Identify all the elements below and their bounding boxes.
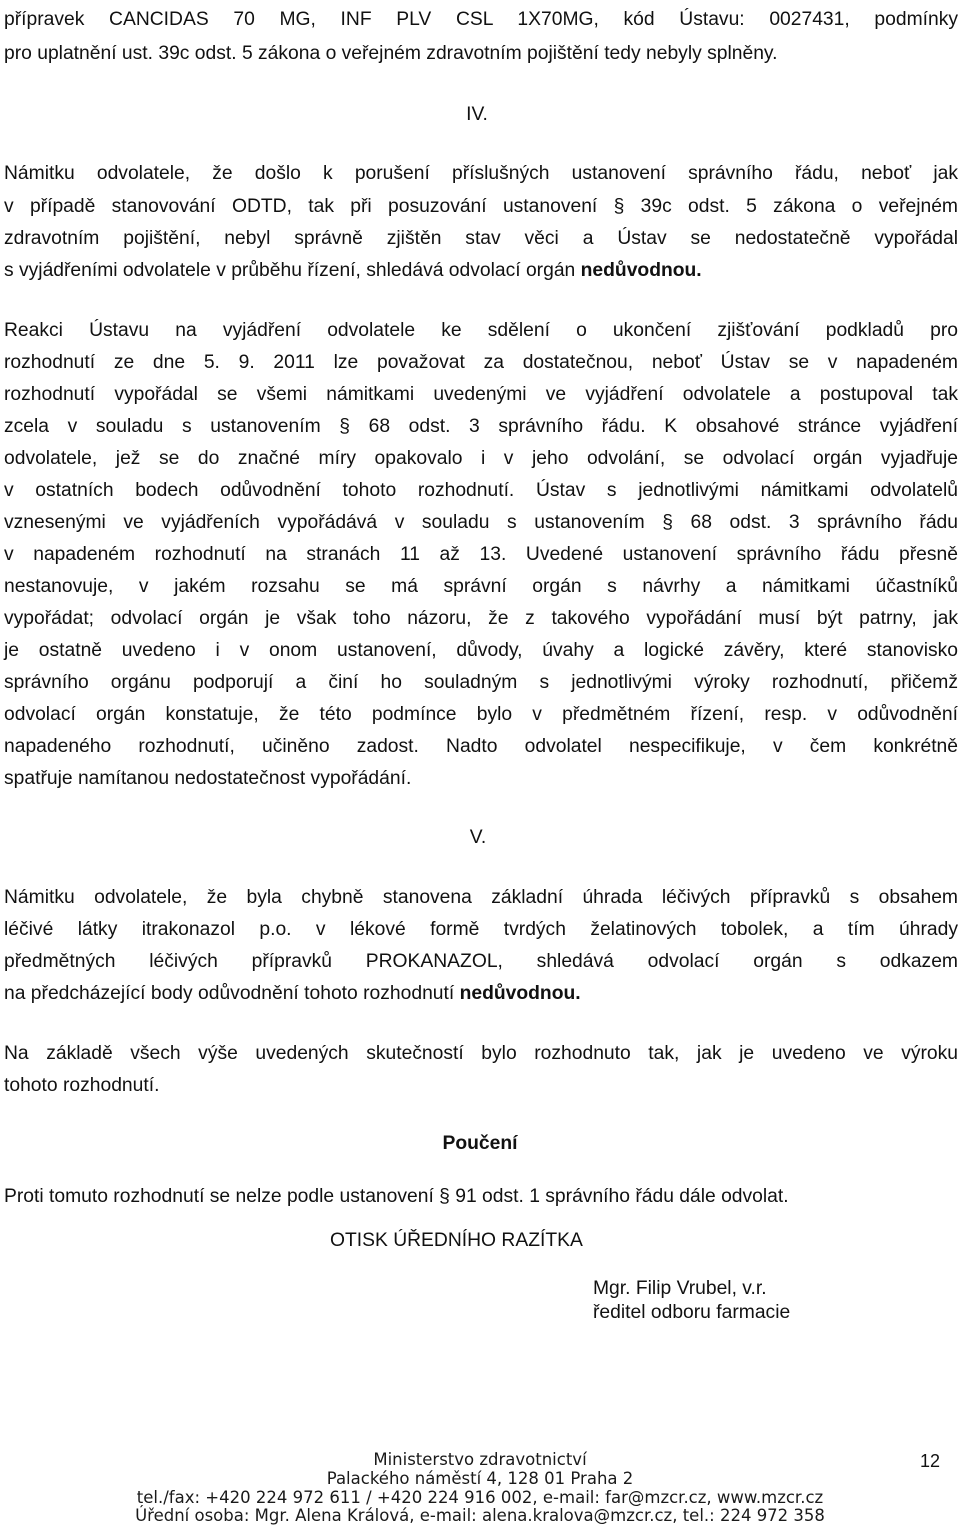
- text-line: Námitku odvolatele, že byla chybně stanovena základní úhrada léčivých přípravků s obsahem: [4, 887, 958, 908]
- text-line: je ostatně uvedeno i v onom ustanovení, důvody, úvahy a logické závěry, které stanovisko: [4, 640, 958, 661]
- section-heading-iv: IV.: [466, 104, 488, 125]
- text-line: odvolatele, jež se do značné míry opakovalo i v jeho odvolání, se odvolací orgán vyjadřuje: [4, 448, 958, 469]
- page-number: 12: [920, 1451, 941, 1471]
- text-line: pro uplatnění ust. 39c odst. 5 zákona o veřejném zdravotním pojištění tedy nebyly splněny.: [4, 43, 778, 64]
- stamp-placeholder: OTISK ÚŘEDNÍHO RAZÍTKA: [330, 1230, 583, 1251]
- text-line: [4, 983, 958, 1005]
- text-line: rozhodnutí ze dne 5. 9. 2011 lze považovat za dostatečnou, neboť Ústav se v napadeném: [4, 352, 958, 373]
- heading-pouceni: Poučení: [442, 1133, 518, 1154]
- text-line: spatřuje namítanou nedostatečnost vypořádání.: [4, 768, 412, 789]
- text-line: Proti tomuto rozhodnutí se nelze podle ustanovení § 91 odst. 1 správního řádu dále odvolat.: [4, 1186, 789, 1207]
- text-line: zcela v souladu s ustanovením § 68 odst. 3 správního řádu. K obsahové stránce vyjádření: [4, 416, 958, 437]
- text-line: Námitku odvolatele, že došlo k porušení příslušných ustanovení správního řádu, neboť jak: [4, 163, 958, 184]
- text-line: odvolací orgán konstatuje, že této podmínce bylo v předmětném řízení, resp. v odůvodnění: [4, 704, 958, 725]
- text-line: správního orgánu podporují a činí ho souladným s jednotlivými výroky rozhodnutí, přičemž: [4, 672, 958, 693]
- footer-official: Úřední osoba: Mgr. Alena Králová, e-mail: alena.kralova@mzcr.cz, tel.: 224 972 358: [135, 1506, 825, 1525]
- text-line: přípravek CANCIDAS 70 MG, INF PLV CSL 1X70MG, kód Ústavu: 0027431, podmínky: [4, 9, 958, 30]
- emphasis-nedvodnou: nedůvodnou.: [459, 983, 581, 1004]
- footer-contact: tel./fax: +420 224 972 611 / +420 224 916 002, e-mail: far@mzcr.cz, www.mzcr.cz: [136, 1488, 824, 1507]
- signature-title: ředitel odboru farmacie: [593, 1302, 791, 1323]
- text-fragment: na předcházející body odůvodnění tohoto rozhodnutí: [4, 983, 460, 1004]
- text-line: předmětných léčivých přípravků PROKANAZOL, shledává odvolací orgán s odkazem: [4, 951, 958, 972]
- emphasis-nedvodnou: nedůvodnou.: [580, 260, 702, 281]
- section-heading-v: V.: [469, 827, 487, 848]
- text-line: v napadeném rozhodnutí na stranách 11 až 13. Uvedené ustanovení správního řádu přesně: [4, 544, 958, 565]
- text-line: [4, 260, 958, 282]
- text-fragment: s vyjádřeními odvolatele v průběhu řízení, shledává odvolací orgán: [4, 260, 581, 281]
- text-line: zdravotním pojištění, nebyl správně zjištěn stav věci a Ústav se nedostatečně vypořádal: [4, 228, 958, 249]
- text-line: Reakci Ústavu na vyjádření odvolatele ke sdělení o ukončení zjišťování podkladů pro: [4, 320, 958, 341]
- footer-ministry: Ministerstvo zdravotnictví: [373, 1450, 587, 1469]
- text-line: rozhodnutí vypořádal se všemi námitkami uvedenými ve vyjádření odvolatele a postupoval tak: [4, 384, 958, 405]
- footer-address: Palackého náměstí 4, 128 01 Praha 2: [326, 1469, 634, 1488]
- text-line: vypořádat; odvolací orgán je však toho názoru, že z takového vypořádání musí být patrny, jak: [4, 608, 958, 629]
- text-line: napadeného rozhodnutí, učiněno zadost. Nadto odvolatel nespecifikuje, v čem konkrétně: [4, 736, 958, 757]
- text-line: vznesenými ve vyjádřeních vypořádává v souladu s ustanovením § 68 odst. 3 správního řádu: [4, 512, 958, 533]
- text-line: v případě stanovování ODTD, tak při posuzování ustanovení § 39c odst. 5 zákona o veřejném: [4, 196, 958, 217]
- text-line: léčivé látky itrakonazol p.o. v lékové formě tvrdých želatinových tobolek, a tím úhrady: [4, 919, 958, 940]
- text-line: v ostatních bodech odůvodnění tohoto rozhodnutí. Ústav s jednotlivými námitkami odvolatelů: [4, 480, 958, 501]
- signature-name: Mgr. Filip Vrubel, v.r.: [593, 1278, 767, 1299]
- text-line: nestanovuje, v jakém rozsahu se má správní orgán s návrhy a námitkami účastníků: [4, 576, 958, 597]
- text-line: tohoto rozhodnutí.: [4, 1075, 160, 1096]
- text-line: Na základě všech výše uvedených skutečností bylo rozhodnuto tak, jak je uvedeno ve výroku: [4, 1043, 958, 1064]
